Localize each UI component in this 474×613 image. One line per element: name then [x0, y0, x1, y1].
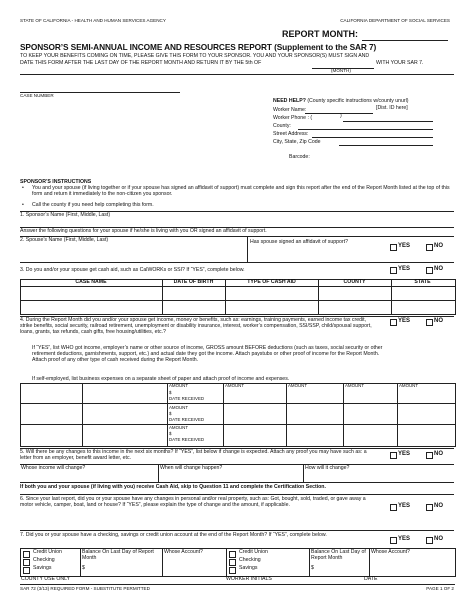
divider [20, 584, 455, 585]
agency-right: CALIFORNIA DEPARTMENT OF SOCIAL SERVICES [340, 18, 450, 23]
acct1-whose-label: Whose Account? [164, 549, 203, 555]
q4-yes-checkbox[interactable] [390, 319, 397, 326]
income-table [20, 383, 456, 447]
q5-how: How will it change? [305, 465, 350, 471]
acct1-savings-checkbox[interactable] [23, 567, 30, 574]
date-received-1: DATE RECEIVED [169, 396, 205, 401]
q4-no-label: NO [434, 318, 443, 324]
report-month-label: REPORT MONTH: [282, 29, 358, 39]
divider [158, 464, 159, 482]
dollar-3a: $ [169, 431, 172, 436]
q5-no-label: NO [434, 451, 443, 457]
sponsor-bullet2: • Call the county if you need help completing this form. [20, 203, 454, 209]
acct2-whose-label: Whose Account? [371, 549, 410, 555]
divider [20, 464, 454, 465]
county-label: County: [273, 123, 291, 129]
amount-row2: AMOUNT [169, 405, 189, 410]
acct1-credit-union-checkbox[interactable] [23, 551, 30, 558]
amount-header-2: AMOUNT [225, 383, 245, 388]
acct2-checking-label: Checking [239, 557, 261, 563]
q5-label: 5. Will there be any changes to this income in the next six months? If “YES”, list below if change is expected. Attach any proof you may have such as: a letter from an employer, benefit award letter, etc. [20, 449, 367, 461]
barcode-label: Barcode: [289, 154, 310, 160]
city-line[interactable] [339, 145, 433, 146]
q5-when: When will change happen? [160, 465, 223, 471]
col-dob: DATE OF BIRTH [173, 279, 214, 285]
divider [369, 548, 370, 576]
report-month-line[interactable] [362, 40, 448, 41]
q4-p1: 4. During the Report Month did you and/or your spouse get income, money or benefits, such as: earnings, training payments, earned income tax credit, strike benefits, social security, railroad retirement, unemployment or disability insurance, interest, worker’s compensation, SSI/SSP, child/spousal support, loans, grants, tax refunds, cash gifts, free housing/utilities, etc.? [20, 317, 372, 335]
acct2-savings-checkbox[interactable] [229, 567, 236, 574]
month-caption: (MONTH) [331, 68, 351, 73]
help-title: NEED HELP? [273, 98, 306, 104]
date-received-3: DATE RECEIVED [169, 437, 205, 442]
q5-yes-checkbox[interactable] [390, 452, 397, 459]
city-label: City, State, Zip Code [273, 139, 321, 145]
q2-no-checkbox[interactable] [426, 244, 433, 251]
help-fields [273, 106, 320, 146]
date-received-2: DATE RECEIVED [169, 417, 205, 422]
q2-yes-checkbox[interactable] [390, 244, 397, 251]
acct1-balance-label: Balance On Last Day of Report Month [82, 549, 154, 561]
divider [20, 482, 454, 483]
q2-label: 2. Spouse’s Name (First, Middle, Last) [20, 237, 109, 243]
form-title: SPONSOR’S SEMI-ANNUAL INCOME AND RESOURCES REPORT (Supplement to the SAR 7) [20, 42, 377, 52]
dist-id: [Dist. ID here] [376, 105, 408, 111]
q2-affidavit: Has spouse signed an affidavit of support? [250, 239, 348, 245]
cash-aid-note: If both you and your spouse (if living with you) receive Cash Aid, skip to Question 11 and complete the Certification Section. [20, 484, 326, 490]
q6-yes-label: YES [398, 503, 411, 509]
col-county: COUNTY [343, 279, 366, 285]
q6-no-checkbox[interactable] [426, 504, 433, 511]
q2-no-label: NO [434, 243, 443, 249]
divider [20, 74, 454, 75]
form-id: SAR 72 (3/13) REQUIRED FORM - SUBSTITUTE PERMITTED [20, 586, 150, 591]
acct1-credit-union-label: Credit Union [33, 549, 62, 555]
acct2-dollar: $ [311, 565, 314, 571]
divider [80, 548, 81, 576]
dollar-2a: $ [169, 411, 172, 416]
divider [162, 548, 163, 576]
divider [20, 262, 454, 263]
acct2-credit-union-checkbox[interactable] [229, 551, 236, 558]
q6-yes-checkbox[interactable] [390, 504, 397, 511]
divider [20, 530, 454, 531]
acct2-checking-checkbox[interactable] [229, 559, 236, 566]
divider [303, 464, 304, 482]
divider [343, 383, 344, 446]
q5-yes-label: YES [398, 451, 411, 457]
divider [397, 383, 398, 446]
q3-yes-label: YES [398, 266, 411, 272]
sponsor-bullet1: • You and your spouse (if living together or if your spouse has signed an affidavit of support) must complete and sign this report after the end of the Report Month listed at the top of this form and return it immediately to the non-citizen you sponsor. [20, 186, 454, 198]
divider [20, 286, 455, 287]
divider [226, 548, 227, 576]
divider [309, 548, 310, 576]
divider [82, 383, 83, 446]
page-number: PAGE 1 OF 2 [426, 586, 454, 591]
dollar-1a: $ [169, 390, 172, 395]
acct2-credit-union-label: Credit Union [239, 549, 268, 555]
q4-yes-label: YES [398, 318, 411, 324]
q4-no-checkbox[interactable] [426, 319, 433, 326]
q4-p2: If “YES”, list WHO got income, employer’s name or other source of income, GROSS amount BEFORE deductions (such as taxes, social security or other retirement deductions, garnishments, support, etc.) and actual date they got the income. Attach paystubs or other proof of income for the Report Month. Attach proof of any other type of cash received during the Report Month. [32, 345, 383, 363]
q3-yes-checkbox[interactable] [390, 267, 397, 274]
sponsor-bullet1-text: You and your spouse (if living together or if your spouse has signed an affidavit of support) must complete and sign this report after the end of the Report Month listed at the top of this form and return it immediately to the non-citizen you sponsor. [32, 185, 450, 197]
case-number-label: CASE NUMBER [20, 93, 54, 98]
help-subtitle: (County specific instructions w/county unurl) [307, 98, 409, 104]
acct1-dollar: $ [82, 565, 85, 571]
instructions-line2: DATE THIS FORM AFTER THE LAST DAY OF THE REPORT MONTH AND RETURN IT BY THE 5th OF [20, 60, 262, 66]
q3-label: 3. Do you and/or your spouse get cash aid, such as CalWORKs or SSI? If “YES”, complete below. [20, 267, 245, 273]
q5-whose: Whose income will change? [21, 465, 86, 471]
divider [167, 383, 168, 446]
acct2-balance-label: Balance On Last Day of Report Month [311, 549, 366, 561]
amount-header-4: AMOUNT [345, 383, 365, 388]
divider [20, 403, 455, 404]
worker-phone-line[interactable] [343, 121, 433, 122]
agency-left: STATE OF CALIFORNIA - HEALTH AND HUMAN SERVICES AGENCY [20, 18, 166, 23]
q5-no-checkbox[interactable] [426, 452, 433, 459]
street-label: Street Address: [273, 131, 309, 137]
worker-phone-label: Worker Phone : ( [273, 115, 313, 121]
q7-no-checkbox[interactable] [426, 537, 433, 544]
divider [286, 383, 287, 446]
acct1-checking-label: Checking [33, 557, 55, 563]
q7-label: 7. Did you or your spouse have a checking, savings or credit union account at the end of the Report Month? If “YES”, complete below. [20, 532, 327, 538]
amount-header-5: AMOUNT [399, 383, 419, 388]
divider [247, 236, 248, 262]
divider [20, 300, 455, 301]
county-use-only: COUNTY USE ONLY [21, 576, 71, 582]
county-line[interactable] [298, 129, 433, 130]
sponsor-bullet2-text: Call the county if you need help completing this form. [32, 202, 154, 208]
col-case-name: CASE NAME [75, 279, 107, 285]
q7-no-label: NO [434, 536, 443, 542]
q3-no-checkbox[interactable] [426, 267, 433, 274]
q1-label: 1. Sponsor’s Name (First, Middle, Last) [20, 212, 111, 218]
amount-row3: AMOUNT [169, 425, 189, 430]
date-label: DATE [364, 576, 378, 582]
q3-no-label: NO [434, 266, 443, 272]
divider [223, 383, 224, 446]
worker-name-line[interactable] [305, 113, 373, 114]
q2-yes-label: YES [398, 243, 411, 249]
q4-p3: If self-employed, list business expenses on a separate sheet of paper and attach proof of income and expenses. [32, 376, 290, 382]
q6-label: 6. Since your last report, did you or your spouse have any changes in personal and/or real property, such as: Got, bought, sold, traded, or gave away a motor vehicle, camper, boat, land or house? If “YES”, please explain the type of change and the amount, if applicable. [20, 496, 366, 508]
instructions-line2-end: WITH YOUR SAR 7. [376, 60, 424, 66]
amount-header-1: AMOUNT [169, 383, 189, 388]
acct1-checking-checkbox[interactable] [23, 559, 30, 566]
q7-yes-label: YES [398, 536, 411, 542]
amount-header-3: AMOUNT [288, 383, 308, 388]
instructions-line1: TO KEEP YOUR BENEFITS COMING ON TIME, PLEASE GIVE THIS FORM TO YOUR SPONSOR. YOU AND YOUR SPONSOR(S) MUST SIGN AND [20, 53, 370, 59]
col-aid-type: TYPE OF CASH AID [247, 279, 296, 285]
answer-note: Answer the following questions for your spouse if he/she is living with you OR signed an affidavit of support. [20, 228, 267, 234]
acct2-savings-label: Savings [239, 565, 258, 571]
sponsor-instructions-title: SPONSOR’S INSTRUCTIONS [20, 179, 92, 185]
divider [20, 494, 454, 495]
acct1-savings-label: Savings [33, 565, 52, 571]
q7-yes-checkbox[interactable] [390, 537, 397, 544]
q6-no-label: NO [434, 503, 443, 509]
col-state: STATE [414, 279, 431, 285]
divider [20, 424, 455, 425]
worker-initials: WORKER INITIALS [226, 576, 272, 582]
worker-name-label: Worker Name: [273, 107, 307, 113]
street-line[interactable] [312, 137, 433, 138]
phone-close: ) [340, 113, 342, 119]
